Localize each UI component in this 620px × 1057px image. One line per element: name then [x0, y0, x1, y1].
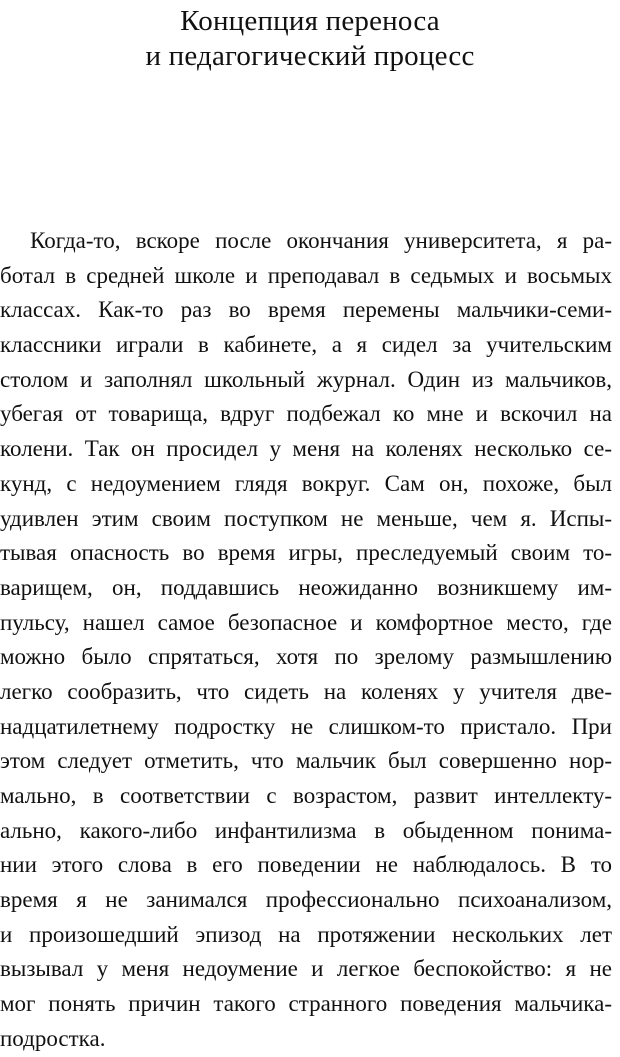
- text-line-23: мог понять причин такого странного поведения мальчика-: [0, 991, 612, 1017]
- text-line-13: можно было спрятаться, хотя по зрелому размышлению: [0, 644, 612, 670]
- text-line-5: столом и заполнял школьный журнал. Один из мальчиков,: [0, 366, 612, 392]
- text-line-18: ально, какого-либо инфантилизма в обыденном понима-: [0, 817, 612, 843]
- text-line-7: колени. Так он просидел у меня на коленях несколько се-: [0, 436, 612, 462]
- text-line-19: нии этого слова в его поведении не наблюдалось. В то: [0, 852, 612, 878]
- chapter-title-line-1: Концепция переноса: [180, 5, 440, 37]
- text-line-2: ботал в средней школе и преподавал в седьмых и восьмых: [0, 262, 612, 288]
- text-line-3: классах. Как-то раз во время перемены мальчики-семи-: [0, 297, 612, 323]
- text-line-15: надцатилетнему подростку не слишком-то пристало. При: [0, 713, 612, 739]
- text-line-24: подростка.: [0, 1025, 106, 1051]
- text-line-1: Когда-то, вскоре после окончания университета, я ра-: [30, 228, 612, 253]
- text-line-17: мально, в соответствии с возрастом, развит интеллекту-: [0, 783, 612, 808]
- text-line-10: тывая опасность во время игры, преследуемый своим то-: [0, 540, 612, 566]
- text-line-4: классники играли в кабинете, а я сидел за учительским: [0, 332, 612, 358]
- body-paragraph: [0, 224, 612, 1057]
- text-line-6: убегая от товарища, вдруг подбежал ко мне и вскочил на: [0, 401, 612, 427]
- text-line-22: вызывал у меня недоумение и легкое беспокойство: я не: [0, 956, 612, 982]
- text-line-8: кунд, с недоумением глядя вокруг. Сам он, похоже, был: [0, 470, 612, 496]
- text-line-9: удивлен этим своим поступком не меньше, чем я. Испы-: [0, 505, 612, 531]
- text-line-11: варищем, он, поддавшись неожиданно возникшему им-: [0, 574, 612, 600]
- text-line-16: этом следует отметить, что мальчик был совершенно нор-: [0, 748, 612, 774]
- text-line-20: время я не занимался профессионально психоанализом,: [0, 887, 612, 913]
- text-line-12: пульсу, нашел самое безопасное и комфортное место, где: [0, 609, 612, 635]
- chapter-title-line-2: и педагогический процесс: [145, 40, 475, 72]
- chapter-title: [0, 4, 620, 74]
- text-line-14: легко сообразить, что сидеть на коленях у учителя две-: [0, 678, 612, 704]
- text-line-21: и произошедший эпизод на протяжении нескольких лет: [0, 921, 612, 947]
